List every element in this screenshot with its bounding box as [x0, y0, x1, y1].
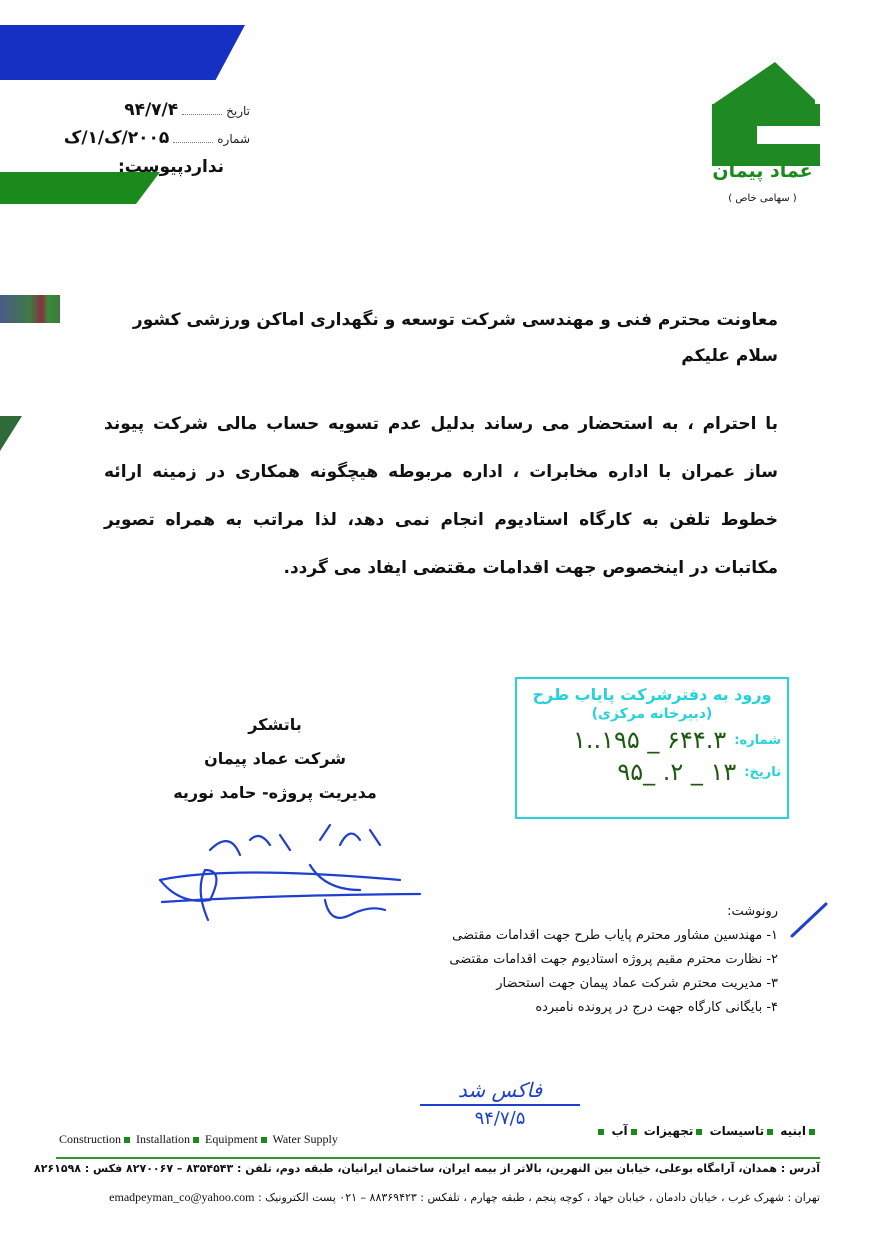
service-fa-buildings: ابنیه — [780, 1124, 806, 1138]
signer-name: مدیریت پروژه- حامد نوریه — [173, 783, 377, 802]
bullet-icon — [124, 1137, 130, 1143]
bullet-icon — [631, 1129, 637, 1135]
cc-item: ۳- مدیریت محترم شرکت عماد پیمان جهت استحضار — [496, 976, 778, 991]
company-type: ( سهامی خاص ) — [728, 193, 797, 204]
letter-body: با احترام ، به استحضار می رساند بدلیل عدم تسویه حساب مالی شرکت پیوند ساز عمران با اداره مخابرات ، اداره مربوطه هیچگونه همکاری در زمینه ارائه خطوط تلفن به کارگاه استادیوم انجام نمی دهد، لذا مراتب به همراه تصویر مکاتبات در اینخصوص جهت اقدامات مقتضی ایفاد می گردد. — [104, 414, 778, 578]
footer-divider — [56, 1157, 820, 1159]
received-stamp — [515, 677, 789, 819]
service-water: Water Supply — [272, 1132, 338, 1146]
date-dots — [182, 104, 222, 115]
address-tehran-row — [56, 1190, 820, 1205]
service-equipment: Equipment — [205, 1132, 258, 1146]
number-dots — [173, 132, 213, 143]
address-hamedan: آدرس : همدان، آرامگاه بوعلی، خیابان بین النهرین، بالاتر از بیمه ایران، ساختمان ایرانیان، طبقه دوم، تلفن : ۸۳۵۴۵۴۳ – ۸۲۷۰۰۶۷ فکس : ۸۲۶۱۵۹۸ — [34, 1162, 820, 1175]
cc-item: ۲- نظارت محترم مقیم پروژه استادیوم جهت اقدامات مقتضی — [449, 952, 778, 967]
attachment-row — [118, 157, 224, 177]
stamp-title: ورود به دفترشرکت پایاب طرح — [532, 685, 772, 704]
bullet-icon — [193, 1137, 199, 1143]
company-name: عماد پیمان — [712, 160, 813, 182]
checkmark-icon — [790, 898, 830, 948]
stamp-date-row — [517, 758, 787, 786]
cc-list — [449, 900, 778, 1020]
company-logo-icon — [700, 60, 850, 210]
attachment-value: ندارد — [183, 157, 225, 177]
services-fa — [595, 1124, 818, 1138]
bullet-icon — [809, 1129, 815, 1135]
services-en — [59, 1132, 338, 1147]
service-installation: Installation — [136, 1132, 190, 1146]
bullet-icon — [261, 1137, 267, 1143]
signer-company: شرکت عماد پیمان — [204, 749, 346, 768]
recipient-block — [133, 302, 778, 374]
stamp-date-value: ۹۵_ .۲ _ ۱۳ — [617, 758, 737, 786]
stamp-number-row — [517, 726, 787, 754]
scan-edge-triangle — [0, 416, 22, 451]
fax-note: فاکس شد — [457, 1078, 543, 1102]
address-tehran: تهران : شهرک غرب ، خیابان دادمان ، خیابان جهاد ، کوچه پنجم ، طبقه چهارم ، تلفکس : ۸۸۳۶۹۴۲۳ – ۰۲۱ پست الکترونیک : — [258, 1191, 820, 1204]
cc-title: رونوشت: — [727, 904, 778, 919]
cc-item: ۴- بایگانی کارگاه جهت درج در پرونده نامبرده — [535, 1000, 778, 1015]
date-row — [124, 100, 250, 120]
stamp-number-value: ۱..۱۹۵ _ ۶۴۴.۳ — [572, 726, 727, 754]
cc-item: ۱- مهندسین مشاور محترم پایاب طرح جهت اقدامات مقتضی — [452, 928, 778, 943]
service-fa-installations: تاسیسات — [709, 1124, 765, 1138]
service-construction: Construction — [59, 1132, 121, 1146]
fax-annotation — [400, 1078, 600, 1148]
closing: باتشکر — [248, 715, 302, 734]
service-fa-water: آب — [611, 1124, 628, 1138]
number-value: ۲۰۰۵/ک/۱/ک — [63, 128, 170, 148]
date-value: ۹۴/۷/۴ — [124, 100, 179, 120]
scan-edge-strip — [0, 295, 60, 323]
bullet-icon — [696, 1129, 702, 1135]
handwritten-signature-icon — [150, 810, 430, 930]
stamp-number-label: شماره: — [734, 732, 781, 748]
bullet-icon — [767, 1129, 773, 1135]
signature-block — [150, 708, 400, 810]
greeting: سلام علیکم — [681, 346, 778, 366]
stamp-subtitle: (دبیرخانه مرکزی) — [591, 706, 713, 722]
recipient: معاونت محترم فنی و مهندسی شرکت توسعه و نگهداری اماکن ورزشی کشور — [132, 310, 778, 330]
date-label: تاریخ — [226, 104, 250, 118]
email-link[interactable]: emadpeyman_co@yahoo.com — [109, 1190, 255, 1204]
number-row — [64, 128, 250, 148]
attachment-label: پیوست: — [118, 157, 184, 177]
number-label: شماره — [217, 132, 250, 146]
service-fa-equipment: تجهیزات — [643, 1124, 694, 1138]
header-blue-band — [0, 25, 245, 80]
fax-date: ۹۴/۷/۵ — [474, 1108, 526, 1129]
stamp-date-label: تاریخ: — [744, 764, 781, 780]
bullet-icon — [598, 1129, 604, 1135]
